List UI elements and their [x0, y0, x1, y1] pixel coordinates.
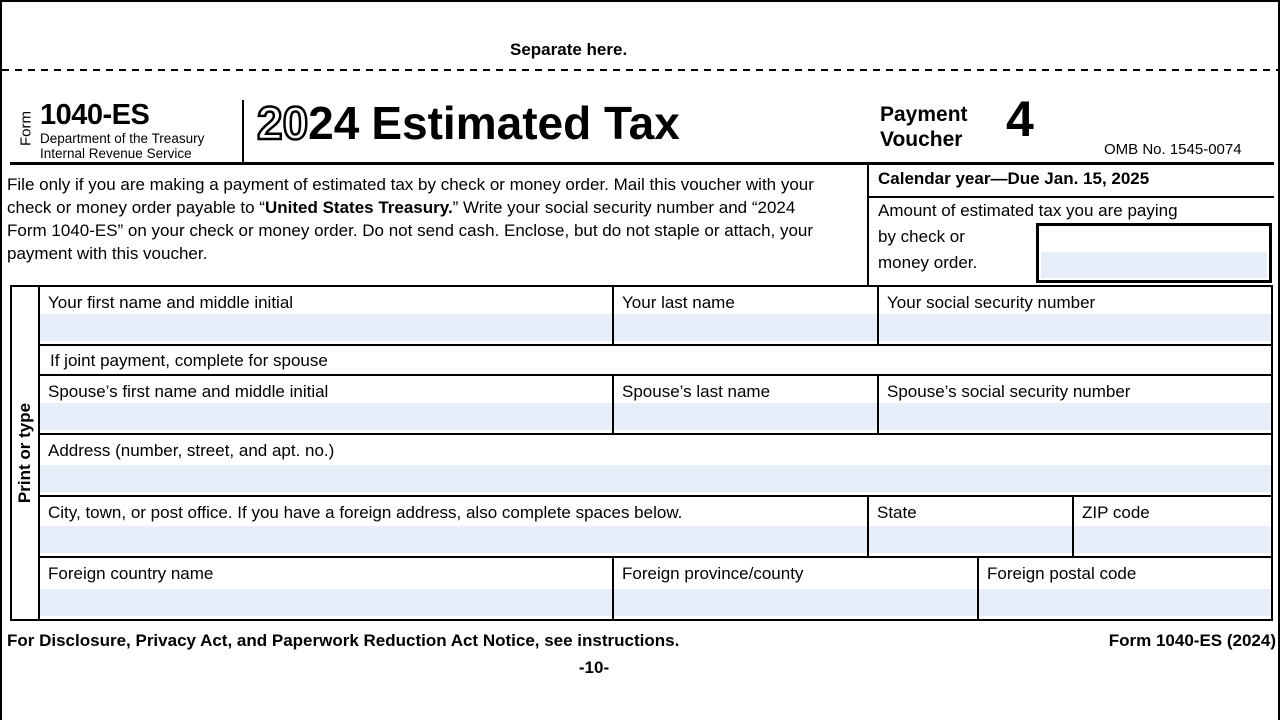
voucher-info-divider	[867, 165, 869, 285]
title-year-outline: 20	[257, 97, 309, 149]
last-name-cell	[612, 287, 877, 344]
state-cell	[867, 497, 1072, 556]
foreign-postal-label: Foreign postal code	[987, 564, 1137, 583]
calendar-year-due-label: Calendar year—Due Jan. 15, 2025	[878, 169, 1150, 188]
spouse-last-name-input[interactable]	[614, 403, 877, 430]
separate-here-label: Separate here.	[510, 40, 628, 59]
form-title	[257, 96, 680, 150]
page-number: -10-	[578, 658, 610, 677]
joint-payment-label: If joint payment, complete for spouse	[50, 351, 328, 370]
spouse-ssn-input[interactable]	[879, 403, 1271, 430]
form-number: 1040-ES	[40, 99, 150, 131]
payment-voucher-label: Payment Voucher	[880, 103, 968, 151]
row-foreign	[40, 558, 1271, 619]
address-cell	[40, 435, 1271, 495]
spouse-first-name-cell	[40, 376, 612, 433]
city-cell	[40, 497, 867, 556]
last-name-label: Your last name	[622, 293, 735, 312]
print-or-type-label: Print or type	[15, 402, 34, 504]
ssn-input[interactable]	[879, 314, 1271, 341]
foreign-country-label: Foreign country name	[48, 564, 214, 583]
spouse-first-name-label: Spouse’s first name and middle initial	[48, 382, 329, 401]
header-rule	[10, 162, 1274, 165]
first-name-input[interactable]	[40, 314, 612, 341]
voucher-number: 4	[1006, 91, 1034, 147]
form-word-vertical: Form	[17, 111, 35, 146]
city-input[interactable]	[40, 526, 867, 553]
omb-number: OMB No. 1545-0074	[1104, 141, 1242, 158]
header-vertical-divider	[242, 100, 244, 164]
foreign-province-cell	[612, 558, 977, 619]
amount-label-line3: money order.	[878, 253, 978, 272]
amount-label-line2: by check or	[878, 227, 965, 246]
zip-label: ZIP code	[1082, 503, 1150, 522]
foreign-province-input[interactable]	[614, 589, 977, 616]
first-name-label: Your first name and middle initial	[48, 293, 294, 312]
spouse-last-name-cell	[612, 376, 877, 433]
foreign-postal-cell	[977, 558, 1271, 619]
treasury-bold-text: United States Treasury.	[264, 198, 453, 217]
spouse-ssn-label: Spouse’s social security number	[887, 382, 1131, 401]
footer-form-id: Form 1040-ES (2024)	[1108, 631, 1276, 650]
perforation-dashed-line	[2, 69, 1280, 71]
address-label: Address (number, street, and apt. no.)	[48, 441, 335, 460]
foreign-country-cell	[40, 558, 612, 619]
foreign-postal-input[interactable]	[979, 589, 1271, 616]
amount-input[interactable]	[1041, 252, 1267, 278]
row-your-name	[40, 287, 1271, 346]
spouse-ssn-cell	[877, 376, 1271, 433]
foreign-province-label: Foreign province/county	[622, 564, 804, 583]
zip-input[interactable]	[1074, 526, 1271, 553]
last-name-input[interactable]	[614, 314, 877, 341]
agency-line-1: Department of the Treasury	[40, 131, 205, 146]
address-input[interactable]	[40, 465, 1271, 492]
calendar-underline	[867, 196, 1274, 198]
spouse-last-name-label: Spouse’s last name	[622, 382, 771, 401]
ssn-label: Your social security number	[887, 293, 1096, 312]
taxpayer-info-table	[10, 285, 1273, 621]
amount-label-line1: Amount of estimated tax you are paying	[878, 201, 1178, 220]
zip-cell	[1072, 497, 1271, 556]
state-input[interactable]	[869, 526, 1072, 553]
title-text: Estimated Tax	[371, 97, 680, 149]
agency-line-2: Internal Revenue Service	[40, 146, 192, 161]
row-joint-payment	[40, 346, 1271, 376]
title-year-bold: 24	[308, 97, 360, 149]
spouse-first-name-input[interactable]	[40, 403, 612, 430]
city-label: City, town, or post office. If you have a foreign address, also complete spaces below.	[48, 503, 683, 522]
amount-entry-box[interactable]	[1036, 223, 1272, 283]
disclosure-notice: For Disclosure, Privacy Act, and Paperwork Reduction Act Notice, see instructions.	[7, 631, 680, 650]
state-label: State	[877, 503, 917, 522]
foreign-country-input[interactable]	[40, 589, 612, 616]
row-city-state-zip	[40, 497, 1271, 558]
ssn-cell	[877, 287, 1271, 344]
print-or-type-rail	[12, 287, 40, 619]
row-address	[40, 435, 1271, 497]
first-name-cell	[40, 287, 612, 344]
filing-instructions: File only if you are making a payment of estimated tax by check or money order. Mail this voucher with your check or money order payable to “United States Treasury.” Write your social security number and “2024 Form 1040-ES” on your check or money order. Do not send cash. Enclose, but do not staple or attach, your payment with this voucher.	[7, 175, 814, 263]
row-spouse-name	[40, 376, 1271, 435]
